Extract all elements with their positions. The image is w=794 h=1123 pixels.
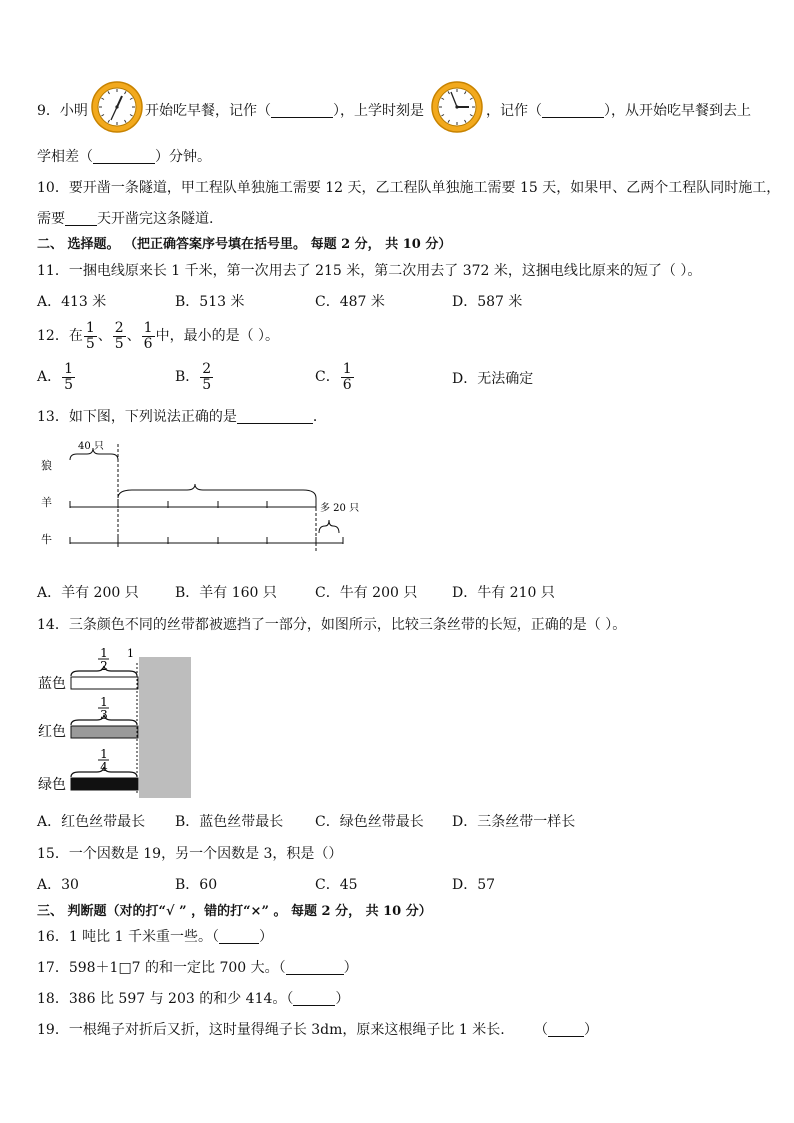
fraction-one-sixth: $\frac{1}{6}$ <box>143 319 153 352</box>
label-sheep: 羊 <box>41 496 52 509</box>
green-fraction-numerator: 1 <box>100 747 108 761</box>
question-13: 13．如下图，下列说法正确的是 ． <box>37 409 327 425</box>
answer-blank-breakfast[interactable] <box>271 103 333 118</box>
answer-blank-q13[interactable] <box>237 409 313 424</box>
q12-option-a[interactable]: A． $\frac{1}{5}$ <box>37 360 74 393</box>
q13-option-b[interactable]: B．羊有 160 只 <box>175 585 277 601</box>
answer-blank-school[interactable] <box>542 103 604 118</box>
section-3-heading: 三、 判断题（对的打“√ ” ，错的打“×” 。 每题 2 分， 共 10 分） <box>37 904 432 919</box>
label-cow: 牛 <box>41 533 52 546</box>
frac-half-n: 1 <box>127 647 134 660</box>
question-9: 9．小明 <box>37 103 88 119</box>
question-17: 17．598＋1□7 的和一定比 700 大。（ ） <box>37 960 358 976</box>
q13-option-d[interactable]: D．牛有 210 只 <box>452 585 555 601</box>
animal-count-diagram <box>37 438 377 558</box>
blue-fraction-numerator: 1 <box>100 646 108 660</box>
red-fraction-denominator: 3 <box>100 708 108 722</box>
question-19-answer: （ ） <box>534 1022 598 1038</box>
question-11: 11．一捆电线原来长 1 千米，第一次用去了 215 米，第二次用去了 372 米，这捆电线比原来的短了（ ）。 <box>37 263 702 279</box>
q14-option-a[interactable]: A．红色丝带最长 <box>37 814 146 830</box>
answer-blank-q19[interactable] <box>548 1022 584 1037</box>
q11-option-c[interactable]: C．487 米 <box>315 294 385 310</box>
q14-option-d[interactable]: D．三条丝带一样长 <box>452 814 576 830</box>
question-12: 12．在 $\frac{1}{5}$ 、 $\frac{2}{5}$ 、 $\frac{1}{6}$ 中，最小的是（ ）。 <box>37 319 280 352</box>
q15-option-c[interactable]: C．45 <box>315 877 358 893</box>
label-green: 绿色 <box>38 777 66 793</box>
ribbon-diagram <box>37 643 197 800</box>
q13-option-c[interactable]: C．牛有 200 只 <box>315 585 418 601</box>
q11-option-b[interactable]: B．513 米 <box>175 294 245 310</box>
q15-option-a[interactable]: A．30 <box>37 877 79 893</box>
question-10-continued: 需要 天开凿完这条隧道. <box>37 211 214 227</box>
question-14: 14．三条颜色不同的丝带都被遮挡了一部分，如图所示，比较三条丝带的长短，正确的是（ ）。 <box>37 617 627 633</box>
q11-option-d[interactable]: D．587 米 <box>452 294 523 310</box>
label-40: 40 只 <box>78 441 104 452</box>
question-10: 10．要开凿一条隧道，甲工程队单独施工需要 12 天，乙工程队单独施工需要 15 天，如果甲、乙两个工程队同时施工， <box>37 180 781 196</box>
blue-fraction-denominator: 2 <box>100 659 108 673</box>
fraction-two-fifths: $\frac{2}{5}$ <box>114 319 124 352</box>
q15-option-d[interactable]: D．57 <box>452 877 496 893</box>
answer-blank-minutes[interactable] <box>93 149 155 164</box>
question-9-text-b: ，记作（ ），从开始吃早餐到去上 <box>486 103 751 119</box>
question-19: 19．一根绳子对折后又折，这时量得绳子长 3dm，原来这根绳子比 1 米长. <box>37 1022 505 1038</box>
red-fraction-numerator: 1 <box>100 695 108 709</box>
question-16: 16．1 吨比 1 千米重一些。（ ） <box>37 929 273 945</box>
question-18: 18．386 比 597 与 203 的和少 414。（ ） <box>37 991 350 1007</box>
label-wolf: 狼 <box>41 459 52 472</box>
question-15: 15．一个因数是 19，另一个因数是 3，积是（） <box>37 846 343 862</box>
fraction-two-fifths: $\frac{2}{5}$ <box>202 360 212 393</box>
q12-option-c[interactable]: C． $\frac{1}{6}$ <box>315 360 352 393</box>
q12-option-d[interactable]: D．无法确定 <box>452 371 534 387</box>
question-9-text-a: 开始吃早餐，记作（ ），上学时刻是 <box>145 103 424 119</box>
label-blue: 蓝色 <box>38 676 66 692</box>
fraction-one-fifth: $\frac{1}{5}$ <box>64 360 74 393</box>
label-red: 红色 <box>38 724 66 740</box>
q15-option-b[interactable]: B．60 <box>175 877 218 893</box>
answer-blank-days[interactable] <box>65 211 97 226</box>
fraction-one-fifth: $\frac{1}{5}$ <box>85 319 95 352</box>
q14-option-b[interactable]: B．蓝色丝带最长 <box>175 814 284 830</box>
fraction-one-sixth: $\frac{1}{6}$ <box>342 360 352 393</box>
q12-option-b[interactable]: B． $\frac{2}{5}$ <box>175 360 212 393</box>
section-2-heading: 二、 选择题。 （把正确答案序号填在括号里。 每题 2 分， 共 10 分） <box>37 237 452 252</box>
q13-option-a[interactable]: A．羊有 200 只 <box>37 585 139 601</box>
green-fraction-denominator: 4 <box>100 760 108 774</box>
answer-blank-q18[interactable] <box>293 991 335 1006</box>
q11-option-a[interactable]: A．413 米 <box>37 294 107 310</box>
clock-icon-school <box>430 80 484 134</box>
clock-icon-breakfast <box>90 80 144 134</box>
question-9-continued: 学相差（ ）分钟。 <box>37 149 211 165</box>
answer-blank-q16[interactable] <box>219 929 259 944</box>
answer-blank-q17[interactable] <box>286 960 344 975</box>
label-20-more: 多 20 只 <box>320 503 360 514</box>
q14-option-c[interactable]: C．绿色丝带最长 <box>315 814 424 830</box>
